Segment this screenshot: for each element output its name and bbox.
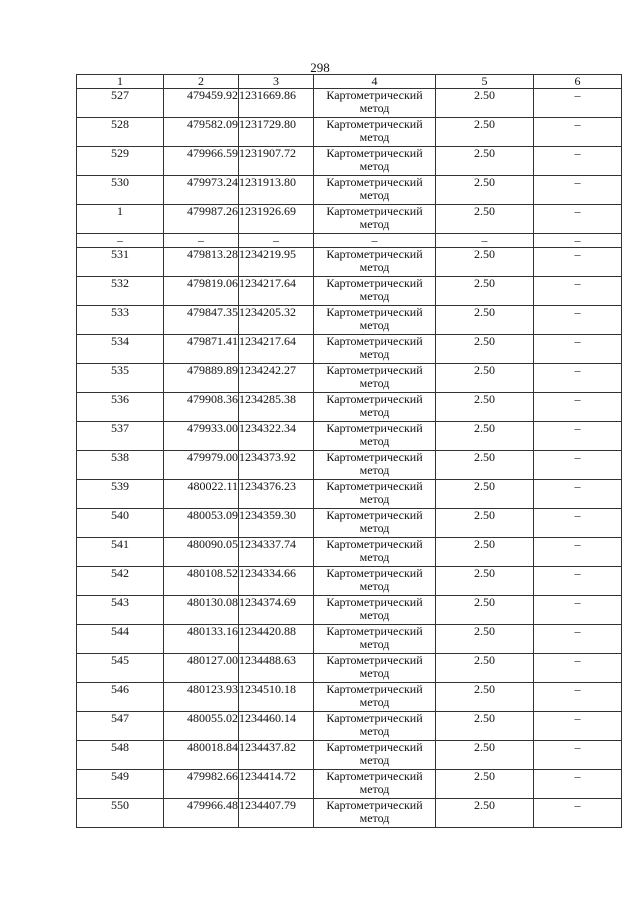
- accuracy: 2.50: [436, 538, 534, 567]
- method-line-1: Картометрический: [326, 682, 423, 696]
- accuracy: 2.50: [436, 799, 534, 828]
- point-number: 545: [77, 654, 164, 683]
- method-cell: [314, 799, 436, 828]
- point-number: 540: [77, 509, 164, 538]
- accuracy: 2.50: [436, 712, 534, 741]
- method-line-2: метод: [359, 434, 390, 448]
- method-line-1: Картометрический: [326, 653, 423, 667]
- accuracy: 2.50: [436, 567, 534, 596]
- table-row: [77, 654, 622, 683]
- coord-y: 1234242.27: [239, 364, 314, 393]
- method-line-2: метод: [359, 811, 390, 825]
- description: –: [534, 683, 622, 712]
- table-row: [77, 393, 622, 422]
- coord-x: 479847.35: [164, 306, 239, 335]
- method-cell: [314, 176, 436, 205]
- accuracy: 2.50: [436, 422, 534, 451]
- method-cell: [314, 770, 436, 799]
- method-line-2: метод: [359, 289, 390, 303]
- method-cell: [314, 712, 436, 741]
- accuracy: 2.50: [436, 118, 534, 147]
- accuracy: 2.50: [436, 248, 534, 277]
- description: –: [534, 277, 622, 306]
- coord-y: 1234285.38: [239, 393, 314, 422]
- table-row: [77, 176, 622, 205]
- method-cell: [314, 205, 436, 234]
- description: –: [534, 118, 622, 147]
- coord-y: 1234359.30: [239, 509, 314, 538]
- method-line-2: метод: [359, 130, 390, 144]
- coord-y: 1231669.86: [239, 89, 314, 118]
- coord-x: 479933.00: [164, 422, 239, 451]
- coord-y: 1234437.82: [239, 741, 314, 770]
- method-cell: [314, 248, 436, 277]
- method-cell: [314, 741, 436, 770]
- coord-y: 1234376.23: [239, 480, 314, 509]
- description: –: [534, 712, 622, 741]
- point-number: 542: [77, 567, 164, 596]
- method-line-1: Картометрический: [326, 798, 423, 812]
- method-line-1: Картометрический: [326, 276, 423, 290]
- header-col-1: 1: [77, 75, 164, 89]
- header-col-3: 3: [239, 75, 314, 89]
- table-body-top: [77, 89, 622, 234]
- point-number: 531: [77, 248, 164, 277]
- point-number: 549: [77, 770, 164, 799]
- coord-y: 1231913.80: [239, 176, 314, 205]
- coord-x: 479979.00: [164, 451, 239, 480]
- table-row: [77, 422, 622, 451]
- separator-row: [77, 234, 622, 248]
- method-line-1: Картометрический: [326, 479, 423, 493]
- accuracy: 2.50: [436, 596, 534, 625]
- coordinates-table: [76, 74, 622, 828]
- method-cell: [314, 480, 436, 509]
- separator-cell: –: [164, 234, 239, 248]
- coord-y: 1231926.69: [239, 205, 314, 234]
- description: –: [534, 770, 622, 799]
- header-col-4: 4: [314, 75, 436, 89]
- method-line-2: метод: [359, 463, 390, 477]
- point-number: 541: [77, 538, 164, 567]
- coord-y: 1234414.72: [239, 770, 314, 799]
- method-cell: [314, 335, 436, 364]
- coord-x: 479813.28: [164, 248, 239, 277]
- table-row: [77, 712, 622, 741]
- accuracy: 2.50: [436, 89, 534, 118]
- coord-y: 1231729.80: [239, 118, 314, 147]
- description: –: [534, 567, 622, 596]
- description: –: [534, 147, 622, 176]
- method-line-1: Картометрический: [326, 305, 423, 319]
- coord-x: 480123.93: [164, 683, 239, 712]
- method-line-1: Картометрический: [326, 769, 423, 783]
- coord-x: 480133.16: [164, 625, 239, 654]
- accuracy: 2.50: [436, 176, 534, 205]
- method-line-1: Картометрический: [326, 421, 423, 435]
- coord-x: 480108.52: [164, 567, 239, 596]
- point-number: 529: [77, 147, 164, 176]
- method-line-1: Картометрический: [326, 450, 423, 464]
- accuracy: 2.50: [436, 147, 534, 176]
- coord-y: 1234219.95: [239, 248, 314, 277]
- coord-x: 480090.05: [164, 538, 239, 567]
- separator-cell: –: [77, 234, 164, 248]
- accuracy: 2.50: [436, 509, 534, 538]
- coord-x: 479582.09: [164, 118, 239, 147]
- method-line-2: метод: [359, 753, 390, 767]
- point-number: 533: [77, 306, 164, 335]
- table-row: [77, 741, 622, 770]
- accuracy: 2.50: [436, 306, 534, 335]
- table-row: [77, 538, 622, 567]
- description: –: [534, 176, 622, 205]
- description: –: [534, 451, 622, 480]
- coord-y: 1234488.63: [239, 654, 314, 683]
- table-header-row: [77, 75, 622, 89]
- accuracy: 2.50: [436, 277, 534, 306]
- method-line-2: метод: [359, 376, 390, 390]
- method-line-1: Картометрический: [326, 392, 423, 406]
- coord-y: 1234205.32: [239, 306, 314, 335]
- method-line-2: метод: [359, 159, 390, 173]
- coord-y: 1231907.72: [239, 147, 314, 176]
- coord-y: 1234334.66: [239, 567, 314, 596]
- method-cell: [314, 509, 436, 538]
- description: –: [534, 422, 622, 451]
- table-row: [77, 118, 622, 147]
- coord-x: 479982.66: [164, 770, 239, 799]
- method-line-2: метод: [359, 318, 390, 332]
- coord-x: 479819.06: [164, 277, 239, 306]
- table-row: [77, 683, 622, 712]
- point-number: 1: [77, 205, 164, 234]
- table-row: [77, 147, 622, 176]
- method-line-1: Картометрический: [326, 566, 423, 580]
- separator-cell: –: [239, 234, 314, 248]
- method-line-1: Картометрический: [326, 363, 423, 377]
- point-number: 548: [77, 741, 164, 770]
- method-cell: [314, 567, 436, 596]
- coord-x: 479889.89: [164, 364, 239, 393]
- method-line-2: метод: [359, 101, 390, 115]
- table-row: [77, 277, 622, 306]
- coord-x: 479908.36: [164, 393, 239, 422]
- method-line-2: метод: [359, 695, 390, 709]
- method-line-2: метод: [359, 608, 390, 622]
- method-line-1: Картометрический: [326, 117, 423, 131]
- point-number: 535: [77, 364, 164, 393]
- point-number: 544: [77, 625, 164, 654]
- method-cell: [314, 422, 436, 451]
- accuracy: 2.50: [436, 364, 534, 393]
- accuracy: 2.50: [436, 625, 534, 654]
- description: –: [534, 306, 622, 335]
- method-line-1: Картометрический: [326, 247, 423, 261]
- accuracy: 2.50: [436, 451, 534, 480]
- description: –: [534, 799, 622, 828]
- table-row: [77, 799, 622, 828]
- method-cell: [314, 118, 436, 147]
- coord-y: 1234217.64: [239, 335, 314, 364]
- table-row: [77, 364, 622, 393]
- description: –: [534, 393, 622, 422]
- method-line-2: метод: [359, 724, 390, 738]
- method-line-1: Картометрический: [326, 204, 423, 218]
- coord-y: 1234217.64: [239, 277, 314, 306]
- point-number: 543: [77, 596, 164, 625]
- table-row: [77, 89, 622, 118]
- header-col-6: 6: [534, 75, 622, 89]
- method-cell: [314, 451, 436, 480]
- accuracy: 2.50: [436, 335, 534, 364]
- coord-y: 1234460.14: [239, 712, 314, 741]
- point-number: 547: [77, 712, 164, 741]
- description: –: [534, 335, 622, 364]
- coord-y: 1234510.18: [239, 683, 314, 712]
- coord-y: 1234407.79: [239, 799, 314, 828]
- method-line-1: Картометрический: [326, 175, 423, 189]
- method-line-2: метод: [359, 492, 390, 506]
- method-cell: [314, 147, 436, 176]
- point-number: 550: [77, 799, 164, 828]
- table-row: [77, 248, 622, 277]
- coord-x: 480127.00: [164, 654, 239, 683]
- coord-x: 479966.48: [164, 799, 239, 828]
- method-cell: [314, 654, 436, 683]
- accuracy: 2.50: [436, 683, 534, 712]
- method-line-2: метод: [359, 405, 390, 419]
- coord-y: 1234374.69: [239, 596, 314, 625]
- description: –: [534, 509, 622, 538]
- coord-x: 480053.09: [164, 509, 239, 538]
- method-line-2: метод: [359, 188, 390, 202]
- coord-y: 1234373.92: [239, 451, 314, 480]
- table-row: [77, 625, 622, 654]
- table-body-bottom: [77, 248, 622, 828]
- description: –: [534, 364, 622, 393]
- accuracy: 2.50: [436, 393, 534, 422]
- table-row: [77, 509, 622, 538]
- point-number: 539: [77, 480, 164, 509]
- coord-x: 479987.26: [164, 205, 239, 234]
- method-line-2: метод: [359, 782, 390, 796]
- method-line-1: Картометрический: [326, 537, 423, 551]
- point-number: 527: [77, 89, 164, 118]
- method-line-2: метод: [359, 637, 390, 651]
- method-cell: [314, 393, 436, 422]
- table-row: [77, 335, 622, 364]
- coord-x: 480018.84: [164, 741, 239, 770]
- point-number: 536: [77, 393, 164, 422]
- coord-x: 480022.11: [164, 480, 239, 509]
- point-number: 530: [77, 176, 164, 205]
- description: –: [534, 741, 622, 770]
- method-line-1: Картометрический: [326, 595, 423, 609]
- coord-x: 479459.92: [164, 89, 239, 118]
- method-line-2: метод: [359, 217, 390, 231]
- table-row: [77, 480, 622, 509]
- coord-x: 479973.24: [164, 176, 239, 205]
- coord-x: 479966.59: [164, 147, 239, 176]
- description: –: [534, 89, 622, 118]
- table-row: [77, 205, 622, 234]
- table-row: [77, 596, 622, 625]
- table-row: [77, 306, 622, 335]
- method-cell: [314, 625, 436, 654]
- point-number: 528: [77, 118, 164, 147]
- point-number: 532: [77, 277, 164, 306]
- method-cell: [314, 538, 436, 567]
- method-cell: [314, 306, 436, 335]
- table-separator: [77, 234, 622, 248]
- method-line-2: метод: [359, 666, 390, 680]
- table-row: [77, 770, 622, 799]
- coord-y: 1234322.34: [239, 422, 314, 451]
- method-line-2: метод: [359, 579, 390, 593]
- coord-x: 479871.41: [164, 335, 239, 364]
- accuracy: 2.50: [436, 654, 534, 683]
- method-cell: [314, 277, 436, 306]
- coord-y: 1234337.74: [239, 538, 314, 567]
- accuracy: 2.50: [436, 205, 534, 234]
- method-line-2: метод: [359, 550, 390, 564]
- coord-x: 480130.08: [164, 596, 239, 625]
- coord-x: 480055.02: [164, 712, 239, 741]
- method-line-1: Картометрический: [326, 508, 423, 522]
- method-line-1: Картометрический: [326, 711, 423, 725]
- method-line-2: метод: [359, 347, 390, 361]
- method-cell: [314, 683, 436, 712]
- description: –: [534, 538, 622, 567]
- header-col-5: 5: [436, 75, 534, 89]
- description: –: [534, 248, 622, 277]
- accuracy: 2.50: [436, 770, 534, 799]
- separator-cell: –: [314, 234, 436, 248]
- method-line-1: Картометрический: [326, 146, 423, 160]
- method-cell: [314, 89, 436, 118]
- method-line-1: Картометрический: [326, 624, 423, 638]
- point-number: 534: [77, 335, 164, 364]
- separator-cell: –: [436, 234, 534, 248]
- separator-cell: –: [534, 234, 622, 248]
- method-line-1: Картометрический: [326, 334, 423, 348]
- page-number: 298: [310, 60, 330, 75]
- point-number: 538: [77, 451, 164, 480]
- description: –: [534, 596, 622, 625]
- header-col-2: 2: [164, 75, 239, 89]
- description: –: [534, 625, 622, 654]
- method-line-1: Картометрический: [326, 740, 423, 754]
- coord-y: 1234420.88: [239, 625, 314, 654]
- method-line-2: метод: [359, 260, 390, 274]
- method-line-2: метод: [359, 521, 390, 535]
- table-row: [77, 451, 622, 480]
- method-cell: [314, 364, 436, 393]
- description: –: [534, 480, 622, 509]
- accuracy: 2.50: [436, 741, 534, 770]
- method-line-1: Картометрический: [326, 88, 423, 102]
- table-row: [77, 567, 622, 596]
- point-number: 537: [77, 422, 164, 451]
- method-cell: [314, 596, 436, 625]
- accuracy: 2.50: [436, 480, 534, 509]
- description: –: [534, 654, 622, 683]
- description: –: [534, 205, 622, 234]
- point-number: 546: [77, 683, 164, 712]
